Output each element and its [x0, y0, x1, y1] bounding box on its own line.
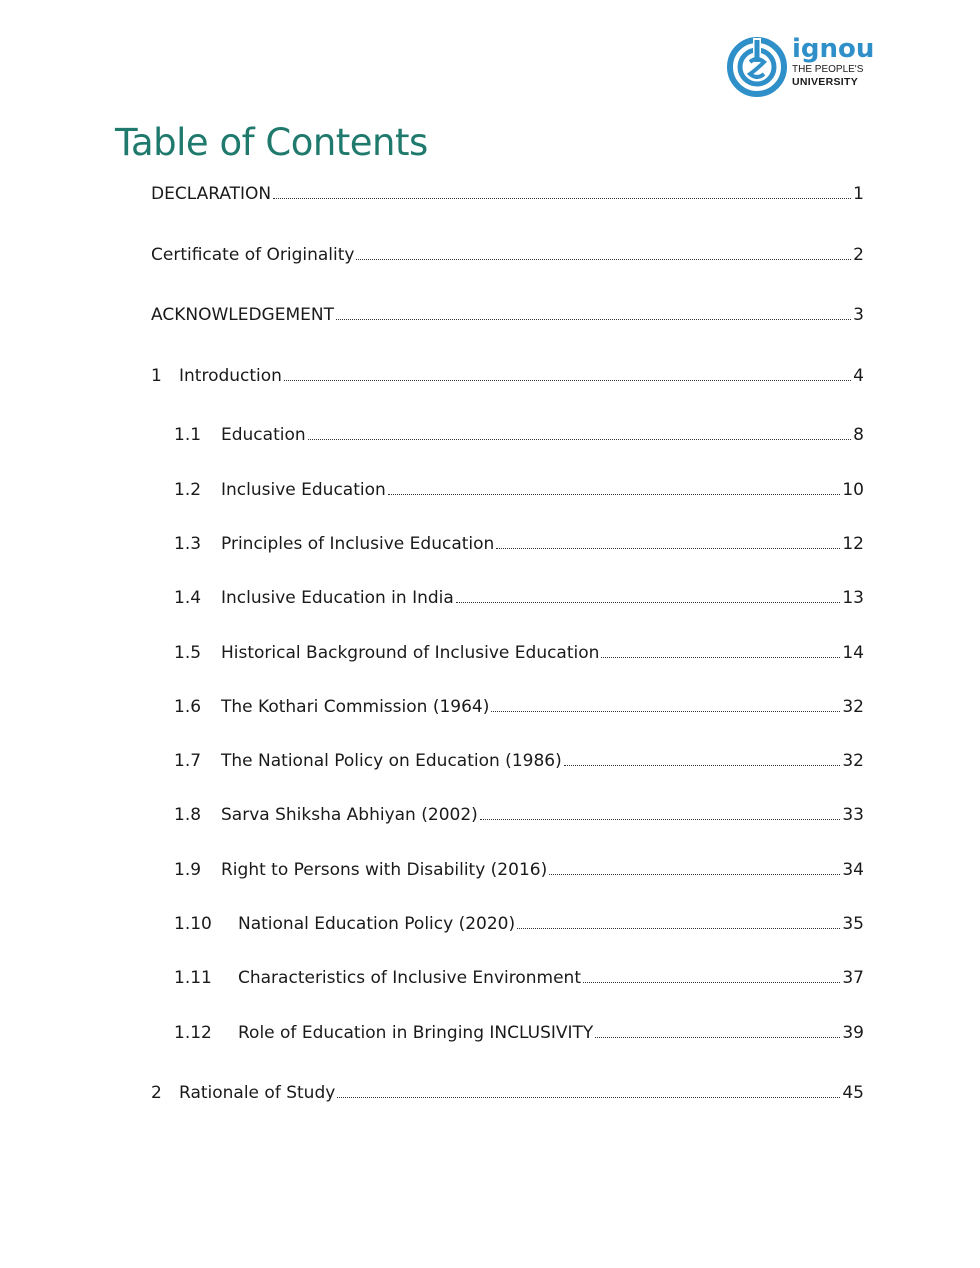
toc-page-number: 14 [842, 643, 864, 663]
toc-entry-number: 1.11 [174, 968, 212, 988]
toc-entry[interactable] [174, 1022, 864, 1044]
toc-dot-leader [583, 982, 840, 983]
toc-entry-title: Education [221, 425, 306, 445]
toc-page-number: 37 [842, 968, 864, 988]
toc-entry[interactable] [174, 587, 864, 609]
toc-page-number: 12 [842, 534, 864, 554]
toc-dot-leader [356, 259, 851, 260]
toc-entry-number: 1.7 [174, 751, 202, 771]
toc-entry-number: 1.8 [174, 805, 202, 825]
toc-entry[interactable] [174, 913, 864, 935]
toc-entry-title: National Education Policy (2020) [238, 914, 516, 934]
toc-dot-leader [595, 1037, 840, 1038]
toc-entry[interactable] [174, 859, 864, 881]
toc-entry-title: Certificate of Originality [151, 245, 355, 265]
toc-entry[interactable] [174, 533, 864, 555]
toc-dot-leader [456, 602, 841, 603]
toc-page-number: 13 [842, 588, 864, 608]
toc-page-number: 39 [842, 1023, 864, 1043]
toc-dot-leader [564, 765, 841, 766]
toc-entry-title: DECLARATION [151, 184, 272, 204]
toc-dot-leader [308, 439, 852, 440]
toc-entry-title: Principles of Inclusive Education [221, 534, 495, 554]
logo-wordmark: ignou [792, 34, 875, 64]
toc-entry[interactable] [151, 365, 864, 387]
toc-entry[interactable] [151, 244, 864, 266]
toc-dot-leader [273, 198, 851, 199]
toc-entry-title: Characteristics of Inclusive Environment [238, 968, 581, 988]
toc-entry-number: 1.5 [174, 643, 202, 663]
toc-page-number: 45 [842, 1083, 864, 1103]
toc-entry[interactable] [151, 183, 864, 205]
toc-page-number: 4 [853, 366, 864, 386]
toc-entry[interactable] [174, 479, 864, 501]
toc-entry-number: 2 [151, 1083, 162, 1103]
page-title: Table of Contents [115, 121, 428, 164]
logo-tagline-2: UNIVERSITY [792, 76, 859, 88]
toc-entry-title: The National Policy on Education (1986) [221, 751, 562, 771]
toc-entry[interactable] [174, 804, 864, 826]
toc-dot-leader [517, 928, 840, 929]
toc-entry[interactable] [174, 642, 864, 664]
toc-page-number: 2 [853, 245, 864, 265]
toc-entry-title: Rationale of Study [179, 1083, 336, 1103]
toc-entry-number: 1.4 [174, 588, 202, 608]
toc-entry-number: 1.2 [174, 480, 202, 500]
toc-dot-leader [601, 657, 840, 658]
toc-page-number: 33 [842, 805, 864, 825]
toc-dot-leader [491, 711, 840, 712]
toc-page-number: 34 [842, 860, 864, 880]
toc-entry-title: Right to Persons with Disability (2016) [221, 860, 548, 880]
toc-entry-title: Introduction [179, 366, 282, 386]
toc-page-number: 35 [842, 914, 864, 934]
toc-entry-number: 1.9 [174, 860, 202, 880]
toc-entry-number: 1.12 [174, 1023, 212, 1043]
toc-entry[interactable] [174, 424, 864, 446]
toc-entry-number: 1.3 [174, 534, 202, 554]
toc-entry-number: 1.10 [174, 914, 212, 934]
toc-page-number: 1 [853, 184, 864, 204]
toc-entry-title: The Kothari Commission (1964) [221, 697, 490, 717]
toc-entry-title: Historical Background of Inclusive Education [221, 643, 600, 663]
toc-page-number: 10 [842, 480, 864, 500]
toc-dot-leader [337, 1097, 840, 1098]
toc-page-number: 3 [853, 305, 864, 325]
toc-entry-title: Inclusive Education [221, 480, 386, 500]
toc-entry-number: 1.6 [174, 697, 202, 717]
toc-entry-number: 1.1 [174, 425, 202, 445]
toc-dot-leader [388, 494, 841, 495]
logo-tagline-1: THE PEOPLE'S [792, 64, 864, 75]
toc-dot-leader [284, 380, 851, 381]
toc-entry[interactable] [151, 304, 864, 326]
toc-entry[interactable] [174, 750, 864, 772]
toc-page-number: 8 [853, 425, 864, 445]
toc-entry-title: Sarva Shiksha Abhiyan (2002) [221, 805, 478, 825]
toc-entry-title: ACKNOWLEDGEMENT [151, 305, 334, 325]
toc-page-number: 32 [842, 697, 864, 717]
toc-dot-leader [549, 874, 840, 875]
toc-entry[interactable] [151, 1082, 864, 1104]
toc-entry[interactable] [174, 696, 864, 718]
toc-entry[interactable] [174, 967, 864, 989]
toc-dot-leader [496, 548, 840, 549]
toc-entry-number: 1 [151, 366, 162, 386]
toc-page-number: 32 [842, 751, 864, 771]
toc-dot-leader [336, 319, 851, 320]
toc-dot-leader [480, 819, 841, 820]
toc-entry-title: Role of Education in Bringing INCLUSIVITY [238, 1023, 594, 1043]
toc-entry-title: Inclusive Education in India [221, 588, 454, 608]
